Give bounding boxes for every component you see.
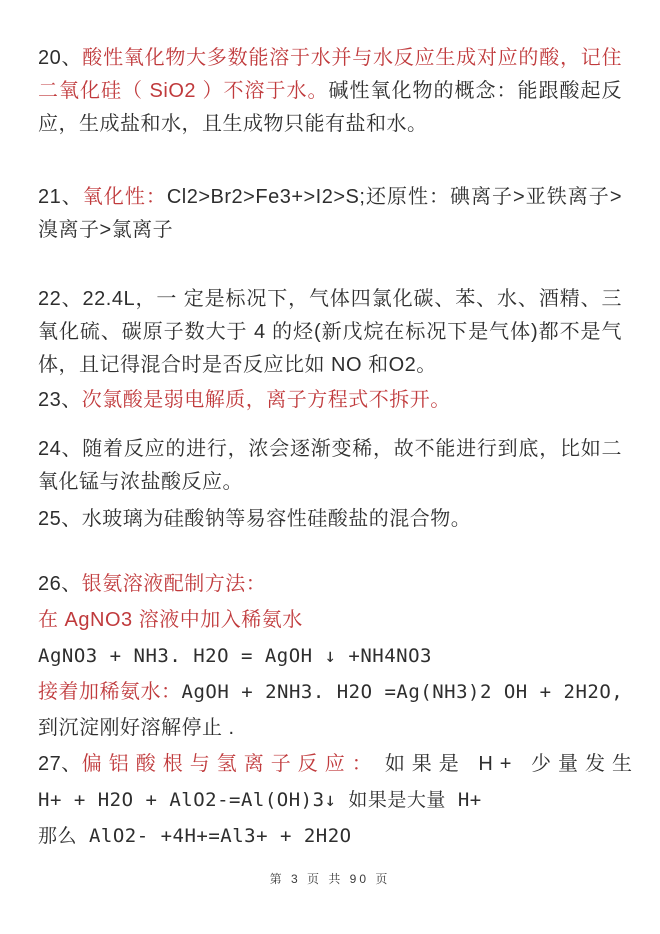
note-26-conclusion — [38, 710, 622, 746]
highlight-text: 氧化性： — [82, 186, 167, 208]
body-text: 到沉淀刚好溶解停止 . — [38, 717, 235, 739]
highlight-text: 酸性氧化物大多数能溶于水并与水反应生成对应的酸，记住二氧化硅（ SiO2 ）不溶于水。 — [38, 47, 623, 102]
chemical-equation: AgOH + 2NH3. H2O =Ag(NH3)2 OH + 2H2O, — [181, 681, 624, 703]
note-item-25 — [38, 503, 622, 536]
note-number: 21、 — [38, 186, 83, 208]
note-27-equation-1 — [38, 782, 622, 818]
note-number: 20、 — [38, 47, 83, 69]
highlight-text: 次氯酸是弱电解质，离子方程式不拆开。 — [81, 389, 451, 411]
page-footer — [38, 870, 622, 887]
chemical-equation: H+ + H2O + AlO2-=Al(OH)3↓ 如果是大量 H+ — [38, 789, 482, 811]
body-text: 如果是 H+ 少量发生 — [384, 753, 640, 775]
chemical-equation: AgNO3 + NH3. H2O = AgOH ↓ +NH4NO3 — [38, 645, 432, 667]
note-26-equation-1 — [38, 638, 622, 674]
note-number: 23、 — [38, 389, 82, 411]
body-text: Cl2>Br2>Fe3+>I2>S;还原性：碘离子>亚铁离子>溴离子>氯离子 — [38, 186, 623, 241]
note-item-24 — [38, 433, 622, 499]
chemical-equation: 那么 AlO2- +4H+=Al3+ + 2H2O — [38, 825, 352, 847]
highlight-text: 在 AgNO3 溶液中加入稀氨水 — [38, 609, 303, 631]
note-27-equation-2 — [38, 818, 622, 854]
page-number-text: 第 3 页 共 90 页 — [269, 872, 391, 886]
note-item-21 — [38, 181, 622, 247]
note-26-step2 — [38, 674, 622, 710]
body-text: 碱性氧化物的概念：能跟酸起反应，生成盐和水，且生成物只能有盐和水。 — [38, 80, 623, 135]
highlight-text: 银氨溶液配制方法： — [81, 573, 267, 595]
highlight-text: 偏铝酸根与氢离子反应： — [81, 753, 379, 775]
note-26-step1 — [38, 602, 622, 638]
note-item-20 — [38, 42, 622, 141]
body-text: 22、22.4L，一 定是标况下，气体四氯化碳、苯、水、酒精、三氧化硫、碳原子数大于 4 的烃(新戊烷在标况下是气体)都不是气体，且记得混合时是否反应比如 NO 和O2。 — [38, 288, 622, 376]
highlight-text: 接着加稀氨水： — [38, 681, 182, 703]
body-text: 25、水玻璃为硅酸钠等易容性硅酸盐的混合物。 — [38, 508, 472, 530]
note-number: 27、 — [38, 753, 82, 775]
note-item-26-title — [38, 566, 622, 602]
note-item-27-title — [38, 746, 640, 782]
body-text: 24、随着反应的进行，浓会逐渐变稀，故不能进行到底，比如二氧化锰与浓盐酸反应。 — [38, 438, 622, 493]
note-number: 26、 — [38, 573, 82, 595]
note-item-22 — [38, 283, 622, 382]
note-item-23 — [38, 384, 622, 417]
